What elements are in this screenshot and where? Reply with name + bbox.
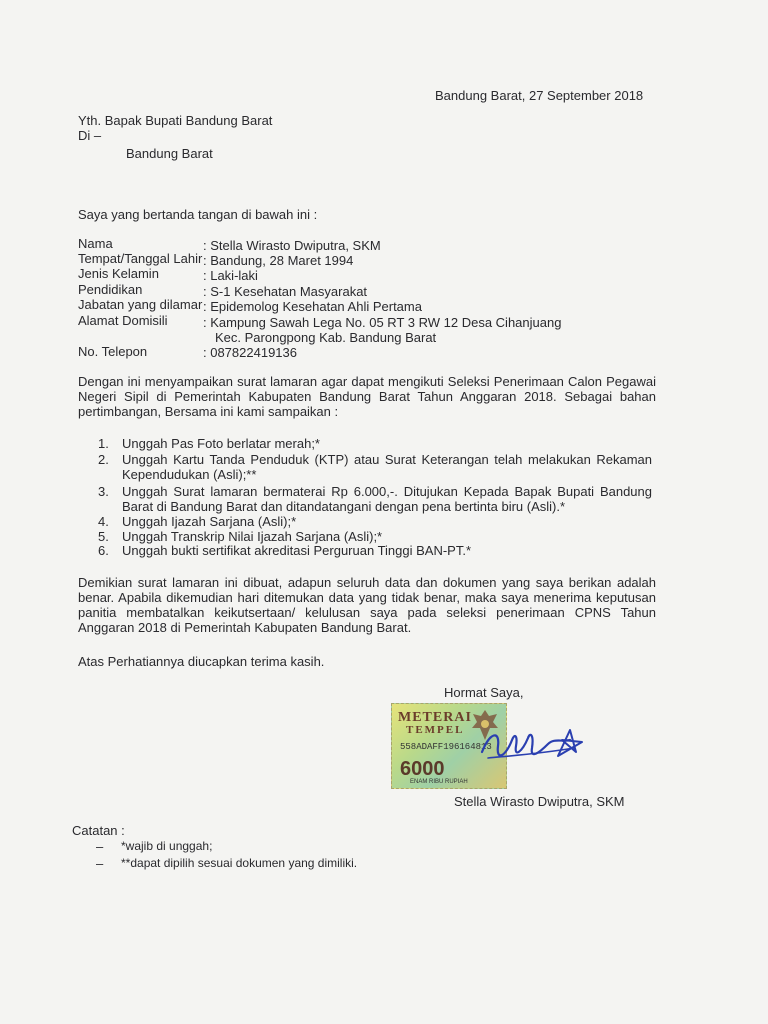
list-number: 3.: [98, 484, 109, 499]
notes-item: *wajib di unggah;: [121, 839, 213, 853]
field-label-telepon: No. Telepon: [78, 344, 148, 359]
letter-date: Bandung Barat, 27 September 2018: [435, 88, 644, 103]
stamp-subtitle: TEMPEL: [406, 724, 465, 736]
stamp-small-text: ENAM RIBU RUPIAH: [410, 779, 468, 785]
list-number: 6.: [98, 543, 109, 558]
list-number: 4.: [98, 514, 109, 529]
stamp-value: 6000: [400, 758, 445, 780]
intro-line: Saya yang bertanda tangan di bawah ini :: [78, 207, 318, 222]
field-label-ttl: Tempat/Tanggal Lahir: [78, 251, 203, 266]
notes-dash: –: [96, 839, 104, 854]
handwritten-signature: [478, 712, 588, 776]
field-value-ttl: : Bandung, 28 Maret 1994: [203, 253, 354, 268]
notes-dash: –: [96, 856, 104, 871]
list-number: 2.: [98, 452, 109, 467]
list-item: Unggah Surat lamaran bermaterai Rp 6.000,-. Ditujukan Kepada Bapak Bupati Bandung Barat di Bandung Barat dan ditandatangani dengan pena bertinta biru (Asli).*: [122, 484, 652, 514]
field-value-nama: : Stella Wirasto Dwiputra, SKM: [203, 238, 381, 253]
field-label-jabatan: Jabatan yang dilamar: [78, 297, 203, 312]
list-number: 5.: [98, 529, 109, 544]
field-label-alamat: Alamat Domisili: [78, 313, 168, 328]
stamp-serial: 558ADAFF196164813: [400, 742, 492, 752]
field-label-pendidikan: Pendidikan: [78, 282, 143, 297]
list-item: Unggah Transkrip Nilai Ijazah Sarjana (Asli);*: [122, 529, 383, 544]
field-value-jabatan: : Epidemolog Kesehatan Ahli Pertama: [203, 299, 422, 314]
field-value-telepon: : 087822419136: [203, 345, 297, 360]
list-item: Unggah Ijazah Sarjana (Asli);*: [122, 514, 297, 529]
closing-paragraph: Demikian surat lamaran ini dibuat, adapun seluruh data dan dokumen yang saya berikan adalah benar. Apabila dikemudian hari ditemukan data yang tidak benar, maka saya menerima keputusan panitia membatalkan keikutsertaan/ kelulusan saya pada seleksi penerimaan CPNS Tahun Anggaran 2018 di Pemerintah Kabupaten Bandung Barat.: [78, 575, 656, 635]
field-value-alamat: : Kampung Sawah Lega No. 05 RT 3 RW 12 Desa Cihanjuang: [203, 315, 562, 330]
addressee-di: Di –: [78, 128, 102, 143]
stamp-title: METERAI: [398, 710, 472, 725]
notes-item: **dapat dipilih sesuai dokumen yang dimiliki.: [121, 856, 358, 870]
field-value-pendidikan: : S-1 Kesehatan Masyarakat: [203, 284, 368, 299]
list-item: Unggah Kartu Tanda Penduduk (KTP) atau Surat Keterangan telah melakukan Rekaman Kependudukan (Asli);**: [122, 452, 652, 482]
field-value-alamat-line2: Kec. Parongpong Kab. Bandung Barat: [215, 330, 437, 345]
signer-name: Stella Wirasto Dwiputra, SKM: [454, 794, 625, 809]
addressee-place: Bandung Barat: [126, 146, 213, 161]
field-label-jenis-kelamin: Jenis Kelamin: [78, 266, 159, 281]
body-paragraph: Dengan ini menyampaikan surat lamaran agar dapat mengikuti Seleksi Penerimaan Calon Pegawai Negeri Sipil di Pemerintah Kabupaten Bandung Barat Tahun Anggaran 2018. Sebagai bahan pertimbangan, Bersama ini kami sampaikan :: [78, 374, 656, 419]
field-label-nama: Nama: [78, 236, 113, 251]
list-number: 1.: [98, 436, 109, 451]
notes-title: Catatan :: [72, 823, 125, 838]
thanks-line: Atas Perhatiannya diucapkan terima kasih.: [78, 654, 325, 669]
list-item: Unggah bukti sertifikat akreditasi Perguruan Tinggi BAN-PT.*: [122, 543, 472, 558]
signature-greeting: Hormat Saya,: [444, 685, 524, 700]
list-item: Unggah Pas Foto berlatar merah;*: [122, 436, 320, 451]
field-value-jenis-kelamin: : Laki-laki: [203, 268, 258, 283]
addressee: Yth. Bapak Bupati Bandung Barat: [78, 113, 273, 128]
